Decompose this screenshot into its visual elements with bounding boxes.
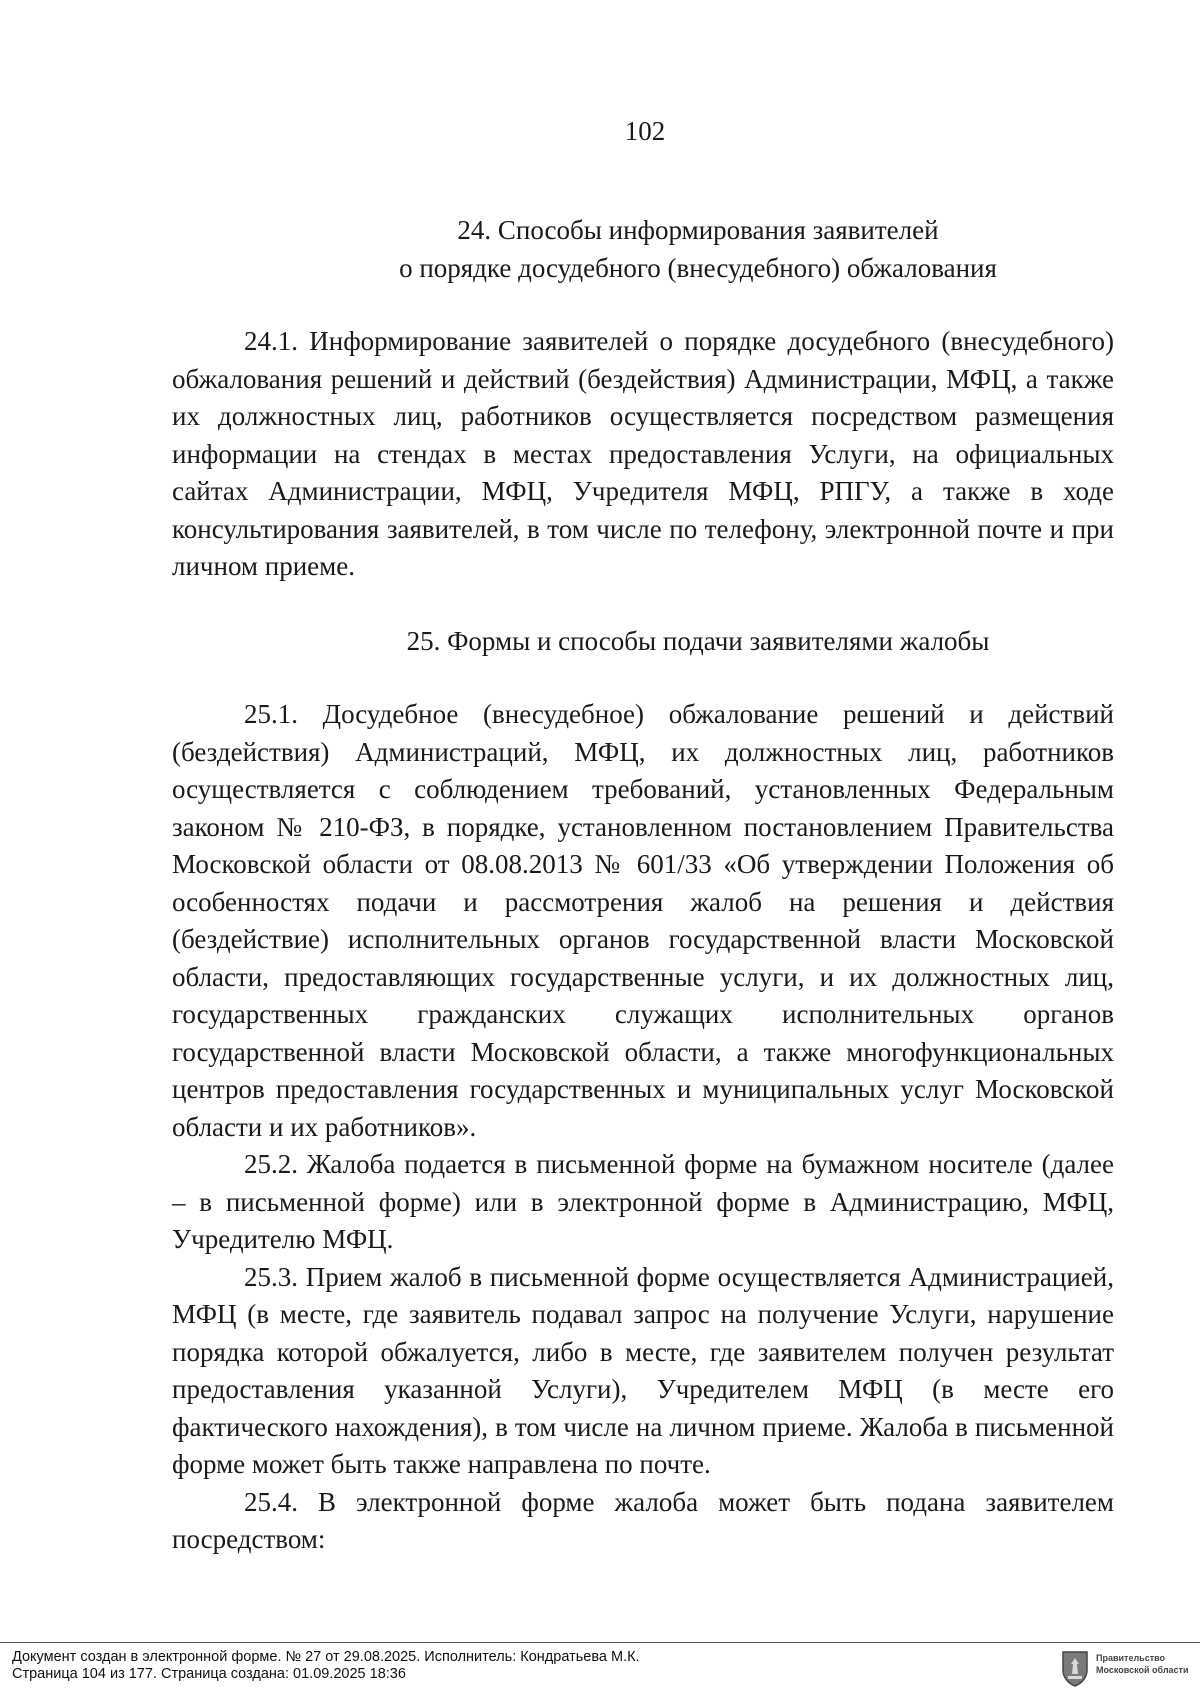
paragraph-25-3: 25.3. Прием жалоб в письменной форме осуществляется Администрацией, МФЦ (в месте, где заявитель подавал запрос на получение Услуги, нарушение порядка которой обжалуется, либо в месте, где заявителем получен результат предоставления указанной Услуги), Учредителем МФЦ (в месте его фактического нахождения), в том числе на личном приеме. Жалоба в письменной форме может быть также направлена по почте. [172, 1261, 1114, 1479]
emblem-caption: Правительство Московской области [1096, 1653, 1189, 1675]
coat-of-arms-icon [1060, 1648, 1090, 1688]
document-footer [12, 1649, 640, 1683]
paragraph-24-1: 24.1. Информирование заявителей о порядке досудебного (внесудебного) обжалования решений и действий (бездействия) Администрации, МФЦ, а также их должностных лиц, работников осуществляется посредством размещения информации на стендах в местах предоставления Услуги, на официальных сайтах Администрации, МФЦ, Учредителя МФЦ, РПГУ, а также в ходе консультирования заявителей, в том числе по телефону, электронной почте и при личном приеме. [172, 326, 1114, 581]
footer-line-1: Документ создан в электронной форме. № 27 от 29.08.2025. Исполнитель: Кондратьева М.К. [12, 1649, 640, 1665]
paragraph-25-4: 25.4. В электронной форме жалоба может быть подана заявителем посредством: [172, 1486, 1114, 1554]
footer-line-2: Страница 104 из 177. Страница создана: 01.09.2025 18:36 [12, 1666, 406, 1682]
section-25-heading: 25. Формы и способы подачи заявителями жалобы [406, 625, 990, 656]
section-24-heading [172, 212, 1114, 287]
document-body [172, 212, 1114, 1559]
section-24-heading-line2: о порядке досудебного (внесудебного) обжалования [399, 252, 997, 283]
section-24-heading-line1: 24. Способы информирования заявителей [457, 215, 939, 245]
page-number: 102 [624, 116, 666, 146]
footer-divider [0, 1642, 1200, 1643]
paragraph-25-2: 25.2. Жалоба подается в письменной форме на бумажном носителе (далее – в письменной форме) или в электронной форме в Администрацию, МФЦ, Учредителю МФЦ. [172, 1149, 1114, 1254]
paragraph-25-1: 25.1. Досудебное (внесудебное) обжалование решений и действий (бездействия) Администраций, МФЦ, их должностных лиц, работников осуществляется с соблюдением требований, установленных Федеральным законом № 210-ФЗ, в порядке, установленном постановлением Правительства Московской области от 08.08.2013 № 601/33 «Об утверждении Положения об особенностях подачи и рассмотрения жалоб на решения и действия (бездействие) исполнительных органов государственной власти Московской области, предоставляющих государственные услуги, и их должностных лиц, государственных гражданских служащих исполнительных органов государственной власти Московской области, а также многофункциональных центров предоставления государственных и муниципальных услуг Московской области и их работников». [172, 699, 1114, 1142]
